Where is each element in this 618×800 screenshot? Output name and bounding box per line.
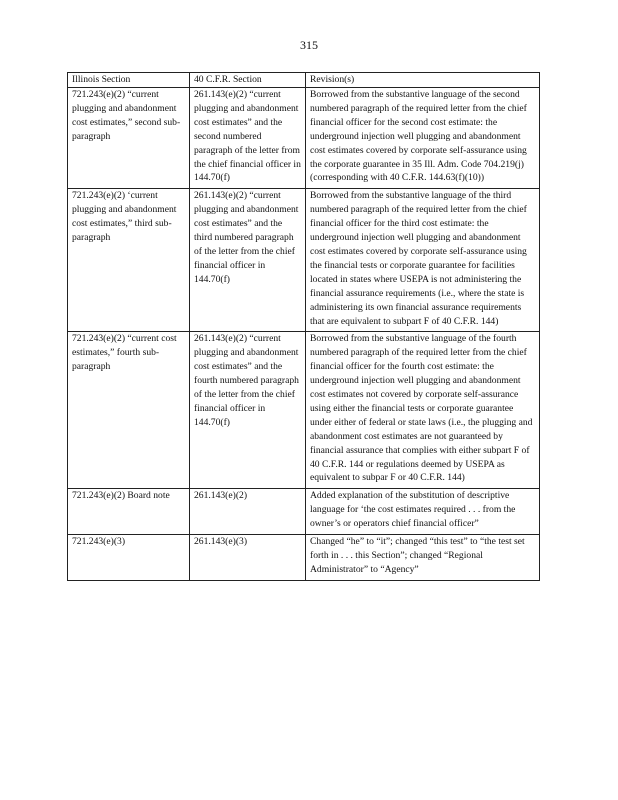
revision-cell: Borrowed from the substantive language of the second numbered paragraph of the required letter from the chief financial officer for the second cost estimate: the underground injection well plugging and abandonment cost estimates covered by corporate self-assurance using the corporate guarantee in 35 Ill. Adm. Code 704.219(j) (corresponding with 40 C.F.R. 144.63(f)(10)) [306,88,540,189]
table-row [68,489,540,535]
cfr-section-cell: 261.143(e)(2) “current plugging and abandonment cost estimates” and the fourth numbered paragraph of the letter from the chief financial officer in 144.70(f) [190,332,306,489]
illinois-section-cell: 721.243(e)(2) Board note [68,489,190,535]
illinois-section-cell: 721.243(e)(2) “current cost estimates,” fourth sub-paragraph [68,332,190,489]
illinois-section-cell: 721.243(e)(2) “current plugging and abandonment cost estimates,” second sub-paragraph [68,88,190,189]
header-revisions: Revision(s) [306,73,540,88]
revision-cell: Changed “he” to “it”; changed “this test” to “the test set forth in . . . this Section”; changed “Regional Administrator” to “Agency” [306,535,540,581]
page-number: 315 [300,38,318,52]
table-row [68,332,540,489]
revision-table [67,72,540,581]
header-cfr-section: 40 C.F.R. Section [190,73,306,88]
table-row [68,189,540,332]
table-row [68,88,540,189]
cfr-section-cell: 261.143(e)(2) “current plugging and abandonment cost estimates” and the second numbered paragraph of the letter from the chief financial officer in 144.70(f) [190,88,306,189]
table-header-row [68,73,540,88]
cfr-section-cell: 261.143(e)(2) “current plugging and abandonment cost estimates” and the third numbered paragraph of the letter from the chief financial officer in 144.70(f) [190,189,306,332]
revision-cell: Added explanation of the substitution of descriptive language for ‘the cost estimates required . . . from the owner’s or operators chief financial officer” [306,489,540,535]
header-illinois-section: Illinois Section [68,73,190,88]
revision-cell: Borrowed from the substantive language of the fourth numbered paragraph of the required letter from the chief financial officer for the fourth cost estimate: the underground injection well plugging and abandonment cost estimates not covered by corporate self-assurance using either the financial tests or corporate guarantee under either of federal or state laws (i.e., the plugging and abandonment cost estimates are not guaranteed by financial assurance that complies with either subpart F of 40 C.F.R. 144 or regulations deemed by USEPA as equivalent to subpar F or 40 C.F.R. 144) [306,332,540,489]
cfr-section-cell: 261.143(e)(3) [190,535,306,581]
table-row [68,535,540,581]
revision-cell: Borrowed from the substantive language of the third numbered paragraph of the required letter from the chief financial officer for the third cost estimate: the underground injection well plugging and abandonment cost estimates covered by corporate self-assurance using the financial tests or corporate guarantee for facilities located in states where USEPA is not administering the financial assurance requirements (i.e., where the state is administering its own financial assurance requirements that are equivalent to subpart F of 40 C.F.R. 144) [306,189,540,332]
cfr-section-cell: 261.143(e)(2) [190,489,306,535]
illinois-section-cell: 721.243(e)(3) [68,535,190,581]
illinois-section-cell: 721.243(e)(2) ‘current plugging and abandonment cost estimates,” third sub-paragraph [68,189,190,332]
